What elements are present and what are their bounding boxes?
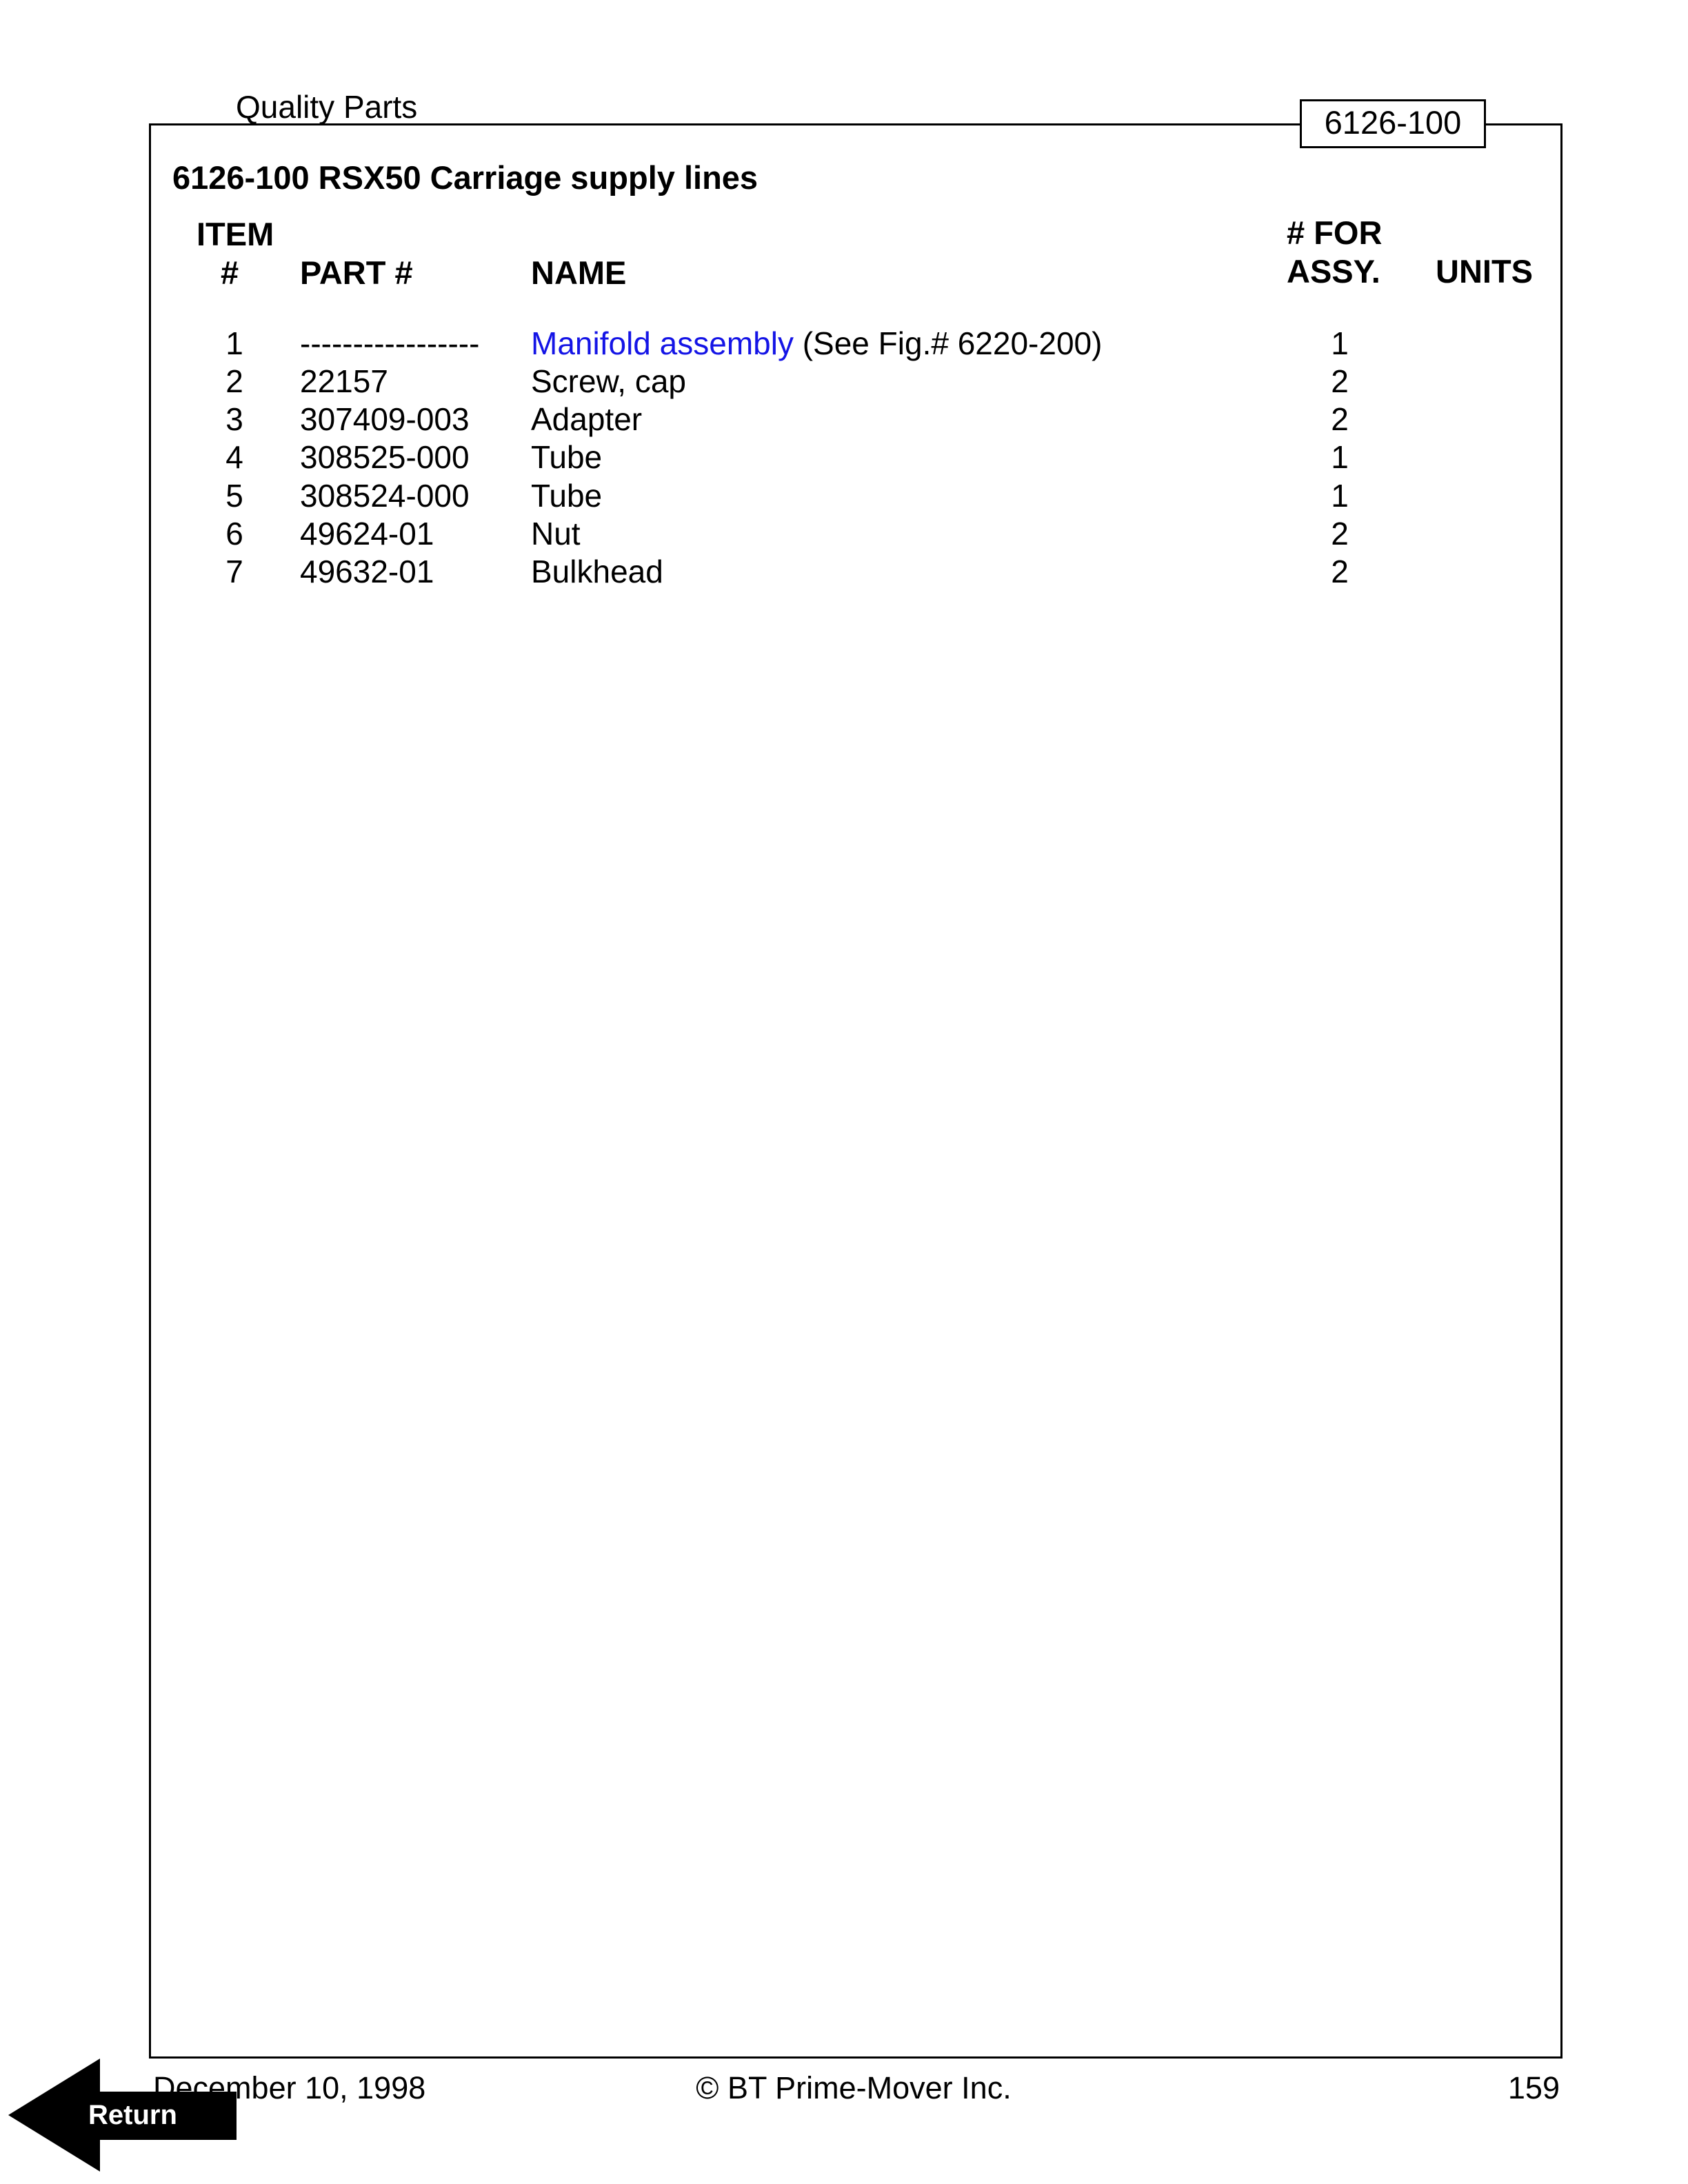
qty-for-assy: 1	[1331, 478, 1349, 514]
col-header-units: UNITS	[1436, 253, 1533, 290]
item-number: 3	[225, 401, 243, 437]
item-number: 4	[225, 439, 243, 475]
footer-date: December 10, 1998	[153, 2070, 426, 2105]
col-header-item: ITEM	[197, 216, 274, 252]
part-name-note: (See Fig.# 6220-200)	[793, 325, 1103, 361]
manifold-assembly-link[interactable]: Manifold assembly	[531, 325, 794, 361]
part-name: Tube	[531, 478, 603, 514]
return-button-label: Return	[88, 2100, 177, 2130]
qty-for-assy: 2	[1331, 363, 1349, 399]
item-number: 1	[225, 325, 243, 361]
part-number: 49624-01	[300, 516, 434, 552]
page-title: 6126-100 RSX50 Carriage supply lines	[172, 159, 758, 196]
qty-for-assy: 1	[1331, 325, 1349, 361]
part-name	[531, 327, 1102, 359]
col-header-qty-line1: # FOR	[1287, 214, 1383, 251]
table-row	[0, 441, 1688, 477]
table-row	[0, 518, 1688, 554]
footer-copyright: © BT Prime-Mover Inc.	[696, 2070, 1012, 2105]
table-row	[0, 403, 1688, 439]
table-row	[0, 480, 1688, 516]
part-name: Bulkhead	[531, 554, 663, 589]
part-number: 49632-01	[300, 554, 434, 589]
footer-page-number: 159	[1507, 2070, 1560, 2105]
part-number: -----------------	[300, 325, 480, 361]
table-row	[0, 365, 1688, 401]
col-header-qty-line2: ASSY.	[1287, 253, 1380, 290]
col-header-part: PART #	[300, 254, 413, 291]
part-number: 307409-003	[300, 401, 470, 437]
return-button[interactable]	[3, 2054, 241, 2175]
col-header-item-hash: #	[221, 254, 239, 291]
col-header-name: NAME	[531, 254, 627, 291]
qty-for-assy: 2	[1331, 554, 1349, 589]
table-row	[0, 327, 1688, 363]
item-number: 6	[225, 516, 243, 552]
qty-for-assy: 2	[1331, 516, 1349, 552]
item-number: 2	[225, 363, 243, 399]
part-name: Tube	[531, 439, 603, 475]
part-number: 308525-000	[300, 439, 470, 475]
item-number: 5	[225, 478, 243, 514]
qty-for-assy: 2	[1331, 401, 1349, 437]
part-number: 308524-000	[300, 478, 470, 514]
figure-number-label: 6126-100	[1324, 104, 1462, 141]
brand-header: Quality Parts	[236, 89, 418, 125]
part-name: Nut	[531, 516, 581, 552]
part-name: Adapter	[531, 401, 643, 437]
table-row	[0, 556, 1688, 592]
part-number: 22157	[300, 363, 388, 399]
figure-number-tag	[1300, 99, 1486, 148]
item-number: 7	[225, 554, 243, 589]
part-name: Screw, cap	[531, 363, 686, 399]
qty-for-assy: 1	[1331, 439, 1349, 475]
